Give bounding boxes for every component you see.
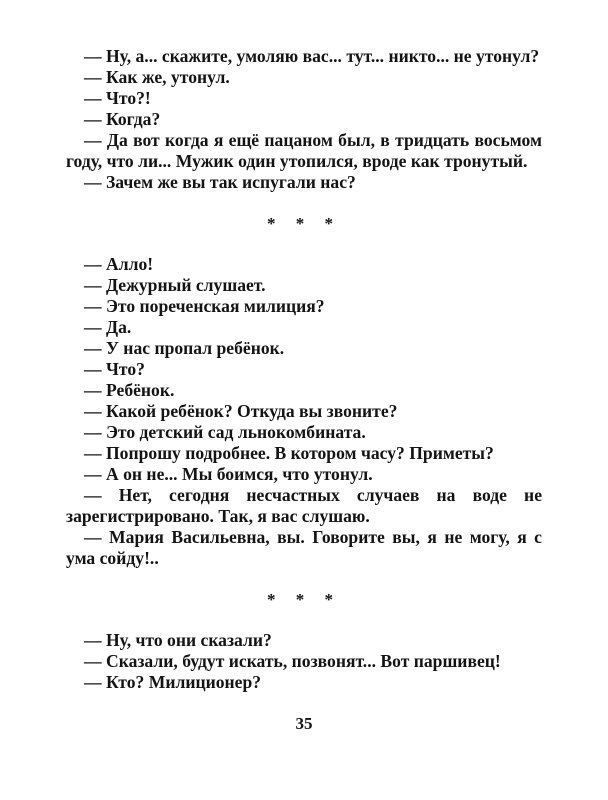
dialogue-line: — Какой ребёнок? Откуда вы звоните? [84, 401, 398, 421]
dialogue-line: — Когда? [84, 109, 161, 129]
dialogue-line: — Что?! [84, 88, 151, 108]
dialogue-block-3 [66, 630, 542, 693]
dialogue-line: — У нас пропал ребёнок. [84, 338, 285, 358]
dialogue-line: — Попрошу подробнее. В котором часу? Приметы? [84, 443, 494, 463]
dialogue-line: — Нет, сегодня несчастных случаев на воде не зарегистрировано. Так, я вас слушаю. [66, 485, 542, 526]
dialogue-block-1 [66, 46, 542, 193]
dialogue-line: — Это пореченская милиция? [84, 296, 325, 316]
dialogue-line: — Ну, что они сказали? [84, 630, 272, 650]
dialogue-block-2 [66, 254, 542, 569]
dialogue-line: — Мария Васильевна, вы. Говорите вы, я не могу, я с ума сойду!.. [66, 527, 542, 568]
dialogue-line: — Ну, а... скажите, умоляю вас... тут... никто... не утонул? [84, 46, 540, 66]
dialogue-line: — Дежурный слушает. [84, 275, 266, 295]
page-body [66, 46, 542, 693]
section-separator: * * * [267, 214, 341, 233]
section-separator: * * * [267, 590, 341, 609]
dialogue-line: — Что? [84, 359, 145, 379]
page-number: 35 [295, 714, 313, 733]
dialogue-line: — Да. [84, 317, 132, 337]
dialogue-line: — Ребёнок. [84, 380, 175, 400]
dialogue-line: — А он не... Мы боимся, что утонул. [84, 464, 373, 484]
dialogue-line: — Как же, утонул. [84, 67, 230, 87]
dialogue-line: — Сказали, будут искать, позвонят... Вот паршивец! [84, 651, 501, 671]
dialogue-line: — Это детский сад льнокомбината. [84, 422, 366, 442]
dialogue-line: — Зачем же вы так испугали нас? [84, 172, 356, 192]
dialogue-line: — Да вот когда я ещё пацаном был, в тридцать восьмом году, что ли... Мужик один утопился, вроде как тронутый. [66, 130, 542, 171]
dialogue-line: — Алло! [84, 254, 154, 274]
dialogue-line: — Кто? Милиционер? [84, 672, 262, 692]
